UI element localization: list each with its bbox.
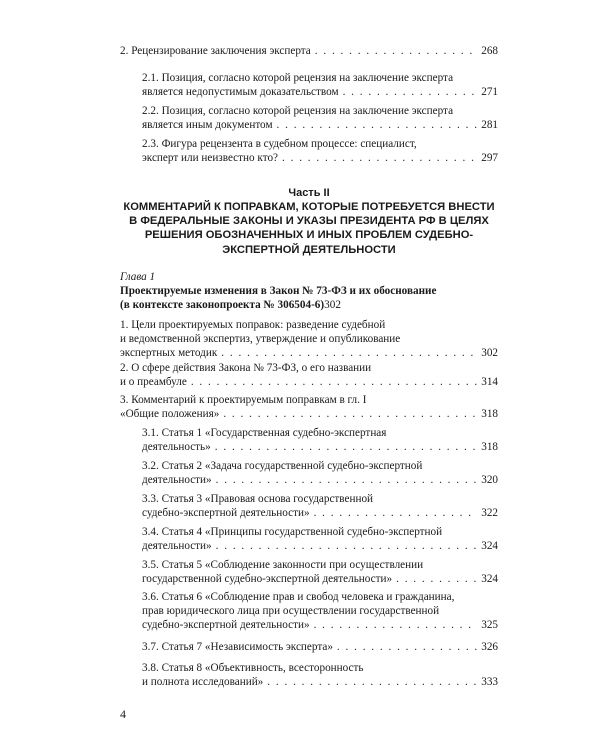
chapter-label: Глава 1 [120, 271, 156, 283]
toc-entry-text: является иным документом [142, 119, 273, 131]
chapter-title-line: (в контексте законопроекта № 306504-6) [120, 299, 325, 311]
toc-entry-text: судебно-экспертной деятельности» [142, 507, 310, 519]
toc-entry-text: 2. О сфере действия Закона № 73-ФЗ, о его названии [120, 362, 372, 374]
toc-entry-text: 3.2. Статья 2 «Задача государственной судебно-экспертной [142, 460, 423, 472]
toc-entry-text: 3.7. Статья 7 «Независимость эксперта» [142, 641, 333, 653]
chapter-title[interactable] [120, 284, 498, 312]
toc-page-number: 281 [481, 119, 498, 131]
toc-entry[interactable] [120, 393, 498, 421]
toc-page-number: 297 [481, 152, 498, 164]
toc-page-number: 322 [481, 507, 498, 519]
toc-entry-text: 1. Цели проектируемых поправок: разведение судебной [120, 319, 386, 331]
part-title-line: ЭКСПЕРТНОЙ ДЕЯТЕЛЬНОСТИ [222, 243, 396, 256]
toc-entry-text: 2.2. Позиция, согласно которой рецензия на заключение эксперта [142, 105, 454, 117]
toc-page-number: 324 [481, 540, 498, 552]
toc-entry-text: является недопустимым доказательством [142, 86, 339, 98]
toc-entry-text: прав юридического лица при осуществлении государственной [142, 605, 440, 617]
toc-page-number: 302 [481, 347, 498, 359]
part-title-line: В ФЕДЕРАЛЬНЫЕ ЗАКОНЫ И УКАЗЫ ПРЕЗИДЕНТА РФ В ЦЕЛЯХ [129, 215, 489, 228]
toc-page-number: 326 [481, 641, 498, 653]
toc-entry[interactable] [142, 558, 498, 586]
toc-entry[interactable] [142, 661, 498, 689]
toc-entry-text: 2.1. Позиция, согласно которой рецензия на заключение эксперта [142, 72, 454, 84]
toc-page-number: 320 [481, 474, 498, 486]
toc-page-number: 325 [481, 619, 498, 631]
part-title [120, 200, 498, 257]
toc-entry-text: деятельность» [142, 441, 211, 453]
toc-page-number: 318 [481, 441, 498, 453]
toc-entry-text: 3. Комментарий к проектируемым поправкам в гл. I [120, 394, 367, 406]
toc-entry-text: 2. Рецензирование заключения эксперта [120, 45, 311, 57]
toc-entry[interactable] [120, 318, 498, 360]
toc-page-number: 271 [481, 86, 498, 98]
toc-entry[interactable] [142, 459, 498, 487]
toc-entry-text: 2.3. Фигура рецензента в судебном процессе: специалист, [142, 138, 417, 150]
toc-entry-text: 3.1. Статья 1 «Государственная судебно-экспертная [142, 427, 387, 439]
toc-entry[interactable] [120, 361, 498, 389]
toc-page-number: 302 [324, 299, 341, 311]
toc-entry-text: и ведомственной экспертиз, утверждение и опубликование [120, 333, 401, 345]
toc-entry-text: государственной судебно-экспертной деятельности» [142, 573, 393, 585]
toc-entry-text: 3.5. Статья 5 «Соблюдение законности при осуществлении [142, 559, 424, 571]
toc-entry[interactable] [142, 426, 498, 454]
toc-entry-text: деятельности» [142, 540, 212, 552]
part-label: Часть II [288, 187, 330, 199]
toc-entry[interactable] [142, 590, 498, 632]
toc-entry[interactable] [142, 104, 498, 132]
toc-entry-text: 3.6. Статья 6 «Соблюдение прав и свобод человека и гражданина, [142, 591, 455, 603]
toc-entry-text: и о преамбуле [120, 376, 187, 388]
part-title-line: КОММЕНТАРИЙ К ПОПРАВКАМ, КОТОРЫЕ ПОТРЕБУЕТСЯ ВНЕСТИ [123, 201, 495, 213]
part-title-line: РЕШЕНИЯ ОБОЗНАЧЕННЫХ И ИНЫХ ПРОБЛЕМ СУДЕБНО- [144, 229, 474, 242]
toc-entry[interactable] [142, 640, 498, 654]
toc-entry-text: судебно-экспертной деятельности» [142, 619, 310, 631]
toc-entry[interactable] [120, 44, 498, 58]
toc-entry[interactable] [142, 71, 498, 99]
toc-entry-text: 3.4. Статья 4 «Принципы государственной судебно-экспертной [142, 526, 443, 538]
toc-entry-text: эксперт или неизвестно кто? [142, 152, 279, 164]
toc-page-number: 268 [481, 45, 498, 57]
page-number: 4 [120, 707, 126, 721]
chapter-title-line: Проектируемые изменения в Закон № 73-ФЗ и их обоснование [120, 285, 437, 297]
toc-entry-text: и полнота исследований» [142, 676, 264, 688]
toc-entry[interactable] [142, 492, 498, 520]
toc-entry-text: экспертных методик [120, 347, 218, 359]
toc-entry-text: 3.3. Статья 3 «Правовая основа государственной [142, 493, 374, 505]
toc-page-number: 324 [481, 573, 498, 585]
toc-page-number: 318 [481, 408, 498, 420]
toc-entry-text: деятельности» [142, 474, 212, 486]
toc-entry-text: 3.8. Статья 8 «Объективность, всесторонность [142, 662, 364, 674]
toc-entry[interactable] [142, 137, 498, 165]
toc-page-number: 314 [481, 376, 498, 388]
toc-page-number: 333 [481, 676, 498, 688]
toc-entry[interactable] [142, 525, 498, 553]
toc-entry-text: «Общие положения» [120, 408, 220, 420]
